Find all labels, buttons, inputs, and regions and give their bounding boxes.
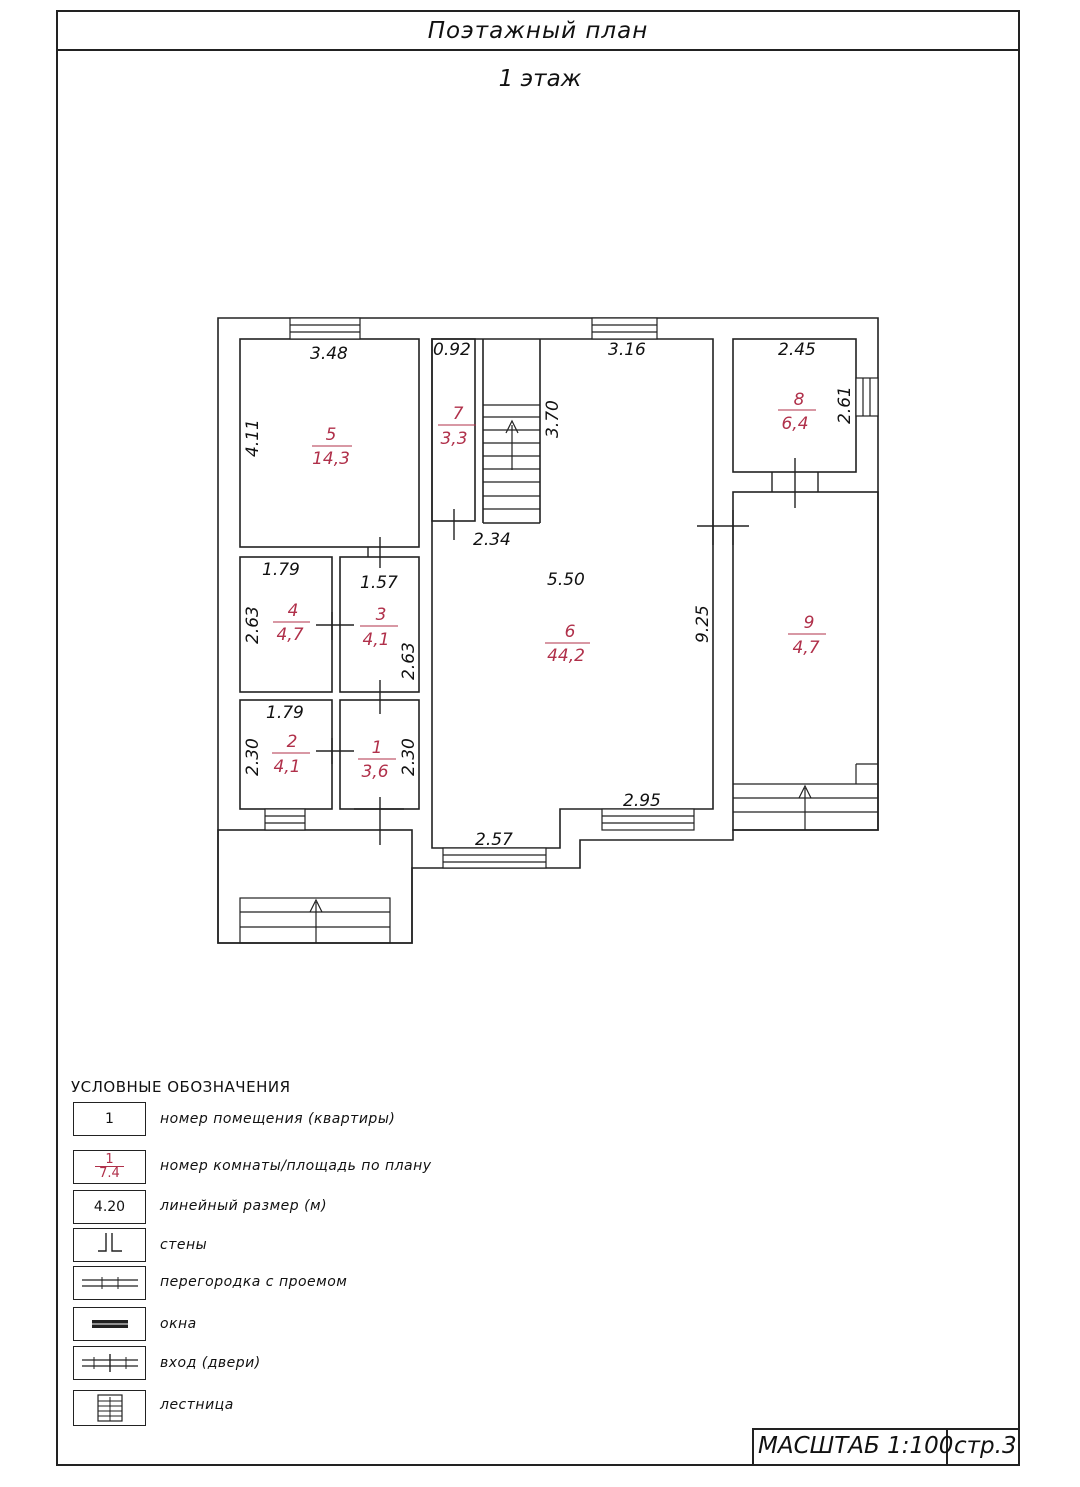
room-number: 2	[286, 732, 298, 752]
room-label-8	[778, 390, 816, 434]
dim-2-63-right: 2.63	[399, 642, 419, 680]
legend-symbol-text: 1	[105, 1111, 114, 1127]
scale-label: МАСШТАБ 1:100	[758, 1433, 954, 1459]
legend-room-number: 1	[105, 1152, 114, 1167]
door-room-9	[697, 510, 749, 545]
dim-1-79-bottom: 1.79	[266, 703, 304, 723]
room-area: 4,1	[273, 757, 301, 777]
dim-2-30-right: 2.30	[399, 738, 419, 776]
legend-room-area: 7.4	[95, 1166, 124, 1181]
room-label-2	[272, 732, 310, 777]
window-bottom-left	[265, 809, 305, 830]
room-area: 4,1	[362, 630, 390, 650]
dim-4-11: 4.11	[243, 419, 263, 457]
room-number: 1	[371, 738, 383, 758]
door-room-4	[316, 612, 354, 640]
dim-1-57: 1.57	[360, 573, 398, 593]
legend-label-linear-size: линейный размер (м)	[160, 1198, 328, 1214]
stair-porch	[240, 898, 390, 943]
room-number: 5	[325, 425, 337, 445]
room-6-outline	[432, 339, 713, 848]
window-bottom-middle	[443, 848, 546, 868]
window-top-left	[290, 318, 360, 339]
room-label-3	[360, 605, 398, 650]
room-label-9	[788, 613, 826, 658]
legend-label-walls: стены	[160, 1237, 208, 1253]
dim-2-63-left: 2.63	[243, 606, 263, 644]
legend-symbol-doors	[73, 1346, 146, 1380]
room-area: 4,7	[792, 638, 820, 658]
stair-entrance-right	[733, 764, 878, 830]
dim-2-57: 2.57	[475, 830, 513, 850]
door-room-1	[354, 797, 404, 845]
dim-2-34: 2.34	[473, 530, 511, 550]
room-area: 3,6	[361, 762, 389, 782]
legend-symbol-walls	[73, 1228, 146, 1262]
dim-9-25: 9.25	[693, 605, 713, 643]
legend-label-room-area: номер комнаты/площадь по плану	[160, 1158, 432, 1174]
legend-symbol-stairs	[73, 1390, 146, 1426]
legend-label-partition: перегородка с проемом	[160, 1274, 348, 1290]
door-room-5	[368, 537, 380, 568]
room-label-1	[358, 738, 396, 782]
legend-label-stairs: лестница	[160, 1397, 234, 1413]
partition-icon	[80, 1273, 140, 1293]
dim-1-79-top: 1.79	[262, 560, 300, 580]
windows	[265, 318, 878, 868]
legend-symbol-room-area	[73, 1150, 146, 1184]
room-area: 3,3	[440, 429, 468, 449]
page-title: Поэтажный план	[427, 18, 649, 44]
room-label-5	[312, 425, 352, 469]
dim-5-50: 5.50	[547, 570, 585, 590]
stairs-icon	[95, 1393, 125, 1423]
legend-symbol-windows	[73, 1307, 146, 1341]
room-label-6	[545, 622, 590, 666]
door-room-8	[772, 458, 818, 508]
room-label-4	[273, 601, 310, 645]
room-area: 6,4	[781, 414, 809, 434]
room-number: 9	[803, 613, 815, 633]
dim-3-16: 3.16	[608, 340, 646, 360]
legend-symbol-partition	[73, 1266, 146, 1300]
legend-label-apartment-number: номер помещения (квартиры)	[160, 1111, 396, 1127]
room-number: 4	[287, 601, 299, 621]
room-number: 3	[375, 605, 387, 625]
room-area: 4,7	[276, 625, 304, 645]
dim-0-92: 0.92	[433, 340, 471, 360]
window-right	[856, 378, 878, 416]
dim-2-30-left: 2.30	[243, 738, 263, 776]
dim-2-61: 2.61	[835, 386, 855, 424]
window-bottom-right	[602, 809, 694, 830]
dim-3-48: 3.48	[310, 344, 348, 364]
stair-internal	[483, 405, 540, 509]
window-icon	[90, 1316, 130, 1332]
legend-symbol-linear-size	[73, 1190, 146, 1224]
legend-label-doors: вход (двери)	[160, 1355, 261, 1371]
legend-label-windows: окна	[160, 1316, 197, 1332]
legend-title: УСЛОВНЫЕ ОБОЗНАЧЕНИЯ	[71, 1078, 291, 1096]
door-room-2	[316, 738, 354, 764]
dim-2-45: 2.45	[778, 340, 816, 360]
room-area: 14,3	[312, 449, 350, 469]
legend-symbol-text: 4.20	[93, 1199, 126, 1215]
walls-icon	[90, 1231, 130, 1259]
floor-title: 1 этаж	[498, 66, 582, 92]
room-label-7	[438, 404, 476, 449]
legend-symbol-apartment-number	[73, 1102, 146, 1136]
dim-2-95: 2.95	[623, 791, 661, 811]
room-number: 7	[452, 404, 464, 424]
dim-3-70: 3.70	[543, 400, 563, 438]
room-number: 6	[564, 622, 576, 642]
room-number: 8	[793, 390, 805, 410]
porch-outline	[218, 830, 412, 943]
window-top-middle	[592, 318, 657, 339]
room-area: 44,2	[547, 646, 585, 666]
page-number: стр.3	[954, 1433, 1017, 1459]
door-icon	[80, 1353, 140, 1373]
